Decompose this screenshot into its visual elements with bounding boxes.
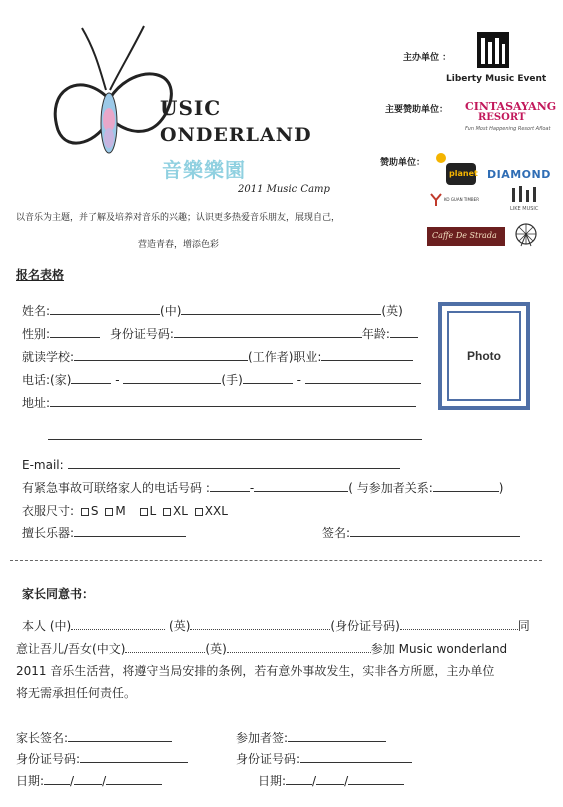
caffe-logo-text: Caffe De Strada — [432, 231, 497, 240]
emergency-number-field[interactable] — [254, 480, 348, 492]
size-xxl-label: XXL — [204, 504, 228, 518]
phone-row — [22, 371, 421, 388]
parent-ic-row — [16, 750, 188, 767]
relation-field[interactable] — [433, 480, 499, 492]
signature-row — [322, 524, 520, 541]
consent-child-en-field[interactable] — [227, 642, 371, 653]
consent-parent-en-label: (英) — [169, 619, 191, 633]
logo-subtitle: 2011 Music Camp — [238, 184, 330, 195]
size-m-label: M — [115, 504, 126, 518]
participant-date-month[interactable] — [316, 773, 344, 785]
emergency-row — [22, 479, 503, 496]
form-section-title: 报名表格 — [16, 268, 65, 282]
emergency-label: 有紧急事故可联络家人的电话号码 : — [22, 481, 210, 495]
participant-date-row — [258, 772, 404, 789]
size-s-checkbox[interactable] — [81, 508, 89, 516]
ic-label: 身份证号码: — [109, 327, 174, 341]
intro-line-2: 营造青春，增添色彩 — [138, 240, 220, 250]
phone-mobile-area-field[interactable] — [243, 372, 293, 384]
photo-inner-frame — [447, 311, 521, 401]
relation-close: ) — [498, 481, 504, 495]
size-xl-label: XL — [173, 504, 188, 518]
like-music-logo-mark — [510, 186, 540, 204]
emergency-dash: - — [249, 481, 255, 495]
phone-mobile-number-field[interactable] — [305, 372, 421, 384]
consent-line-2 — [16, 640, 507, 657]
butterfly-icon — [40, 20, 205, 170]
phone-home-number-field[interactable] — [123, 372, 221, 384]
age-label: 年龄: — [361, 327, 390, 341]
main-sponsor-label: 主要赞助单位： — [385, 105, 449, 115]
parent-sign-label: 家长签名: — [16, 731, 69, 745]
ferris-wheel-logo — [512, 222, 540, 248]
like-music-logo-text: LIKE MUSIC — [510, 206, 539, 212]
name-cn-label: (中) — [160, 304, 182, 318]
participant-sign-row — [236, 729, 386, 746]
gender-field[interactable] — [50, 326, 100, 338]
parent-ic-label: 身份证号码: — [16, 752, 81, 766]
organizer-name: Liberty Music Event — [446, 74, 547, 84]
parent-sign-row — [16, 729, 172, 746]
gender-label: 性别: — [22, 327, 51, 341]
name-en-field[interactable] — [181, 303, 381, 315]
gender-row — [22, 325, 418, 342]
parent-sign-field[interactable] — [68, 730, 172, 742]
participant-date-slash-1: / — [312, 774, 317, 788]
signature-field[interactable] — [350, 525, 520, 537]
name-label: 姓名: — [22, 304, 51, 318]
phone-hand-label: (手) — [221, 373, 243, 387]
logo-title-line2: ONDERLAND — [160, 124, 312, 146]
phone-dash-1: - — [115, 373, 120, 387]
photo-label: Photo — [467, 349, 501, 363]
name-row — [22, 302, 403, 319]
cintasayang-tagline: Fun Most Happening Resort Afloat — [465, 126, 551, 132]
participant-sign-field[interactable] — [288, 730, 386, 742]
address-label: 地址: — [22, 396, 51, 410]
consent-parent-ic-label: (身份证号码) — [330, 619, 400, 633]
relation-label: ( 与参加者关系: — [348, 481, 433, 495]
consent-parent-en-field[interactable] — [190, 619, 330, 630]
cintasayang-logo-line2: RESORT — [478, 112, 526, 123]
consent-child-cn-field[interactable] — [125, 642, 205, 653]
participant-sign-label: 参加者签: — [236, 731, 289, 745]
intro-line-1: 以音乐为主题，并了解及培养对音乐的兴趣；认识更多热爱音乐朋友，展现自己， — [16, 213, 341, 223]
parent-date-slash-1: / — [70, 774, 75, 788]
consent-event-label: 参加 Music wonderland — [370, 642, 508, 656]
consent-line-4: 将无需承担任何责任。 — [16, 686, 137, 700]
ic-field[interactable] — [174, 326, 362, 338]
school-field[interactable] — [74, 349, 248, 361]
instrument-label: 擅长乐器: — [22, 526, 75, 540]
parent-date-day[interactable] — [44, 773, 70, 785]
logo-title-line1: USIC — [160, 96, 222, 120]
consent-title: 家长同意书： — [22, 587, 95, 601]
size-xl-checkbox[interactable] — [163, 508, 171, 516]
address-field-line1[interactable] — [50, 395, 416, 407]
school-label: 就读学校: — [22, 350, 75, 364]
consent-line-1 — [22, 617, 530, 634]
size-l-checkbox[interactable] — [140, 508, 148, 516]
planet-logo-text: planet — [449, 169, 478, 178]
instrument-field[interactable] — [74, 525, 186, 537]
size-label: 衣服尺寸: — [22, 504, 75, 518]
work-field[interactable] — [321, 349, 413, 361]
email-row — [22, 457, 400, 472]
parent-date-label: 日期: — [16, 774, 45, 788]
diamond-logo: DIAMOND — [487, 168, 551, 181]
name-en-label: (英) — [381, 304, 403, 318]
size-xxl-checkbox[interactable] — [195, 508, 203, 516]
participant-date-day[interactable] — [286, 773, 312, 785]
liberty-music-logo — [477, 32, 509, 68]
consent-line-3: 2011 音乐生活营，将遵守当局安排的条例，若有意外事故发生，实非各方所愿，主办单位 — [16, 664, 495, 678]
consent-child-cn-label: 意让吾儿/吾女(中文) — [16, 642, 126, 656]
consent-child-en-label: (英) — [205, 642, 227, 656]
participant-ic-row — [236, 750, 412, 767]
caffe-logo — [427, 227, 505, 246]
phone-home-area-field[interactable] — [71, 372, 111, 384]
phone-home-label: 电话:(家) — [22, 373, 72, 387]
consent-parent-cn-field[interactable] — [71, 619, 165, 630]
phone-dash-2: - — [296, 373, 301, 387]
address-field-line2[interactable] — [48, 428, 422, 440]
size-m-checkbox[interactable] — [105, 508, 113, 516]
planet-logo — [446, 163, 476, 185]
parent-date-month[interactable] — [74, 773, 102, 785]
email-field[interactable] — [68, 457, 400, 469]
age-field[interactable] — [390, 326, 418, 338]
size-row — [22, 502, 228, 519]
consent-parent-ic-field[interactable] — [400, 619, 518, 630]
organizer-label: 主办单位 ： — [403, 53, 452, 63]
parent-date-slash-2: / — [102, 774, 107, 788]
email-label: E-mail: — [22, 458, 64, 472]
parent-date-row — [16, 772, 162, 789]
emergency-area-field[interactable] — [210, 480, 250, 492]
size-l-label: L — [149, 504, 157, 518]
parent-ic-field[interactable] — [80, 751, 188, 763]
participant-date-label: 日期: — [258, 774, 287, 788]
logo-chinese-title: 音樂樂園 — [162, 158, 246, 182]
cut-line-divider — [10, 560, 542, 561]
kulai-timber-logo-text: KO GUAN TIMBER — [444, 197, 479, 202]
participant-ic-label: 身份证号码: — [236, 752, 301, 766]
instrument-row — [22, 524, 186, 541]
sponsor-label: 赞助单位： — [380, 158, 426, 168]
consent-line1-end: 同 — [517, 619, 530, 633]
photo-frame[interactable] — [438, 302, 530, 410]
name-cn-field[interactable] — [50, 303, 160, 315]
participant-date-year[interactable] — [348, 773, 404, 785]
consent-parent-cn-label: 本人 (中) — [22, 619, 72, 633]
cintasayang-logo-line1: CINTASAYANG — [465, 100, 557, 113]
address-field-line2-row — [48, 428, 422, 443]
parent-date-year[interactable] — [106, 773, 162, 785]
kulai-timber-logo-mark — [430, 193, 442, 207]
participant-date-slash-2: / — [344, 774, 349, 788]
address-row — [22, 394, 416, 411]
size-s-label: S — [90, 504, 99, 518]
work-label: (工作者)职业: — [248, 350, 322, 364]
school-row — [22, 348, 413, 365]
participant-ic-field[interactable] — [300, 751, 412, 763]
signature-label: 签名: — [322, 526, 351, 540]
